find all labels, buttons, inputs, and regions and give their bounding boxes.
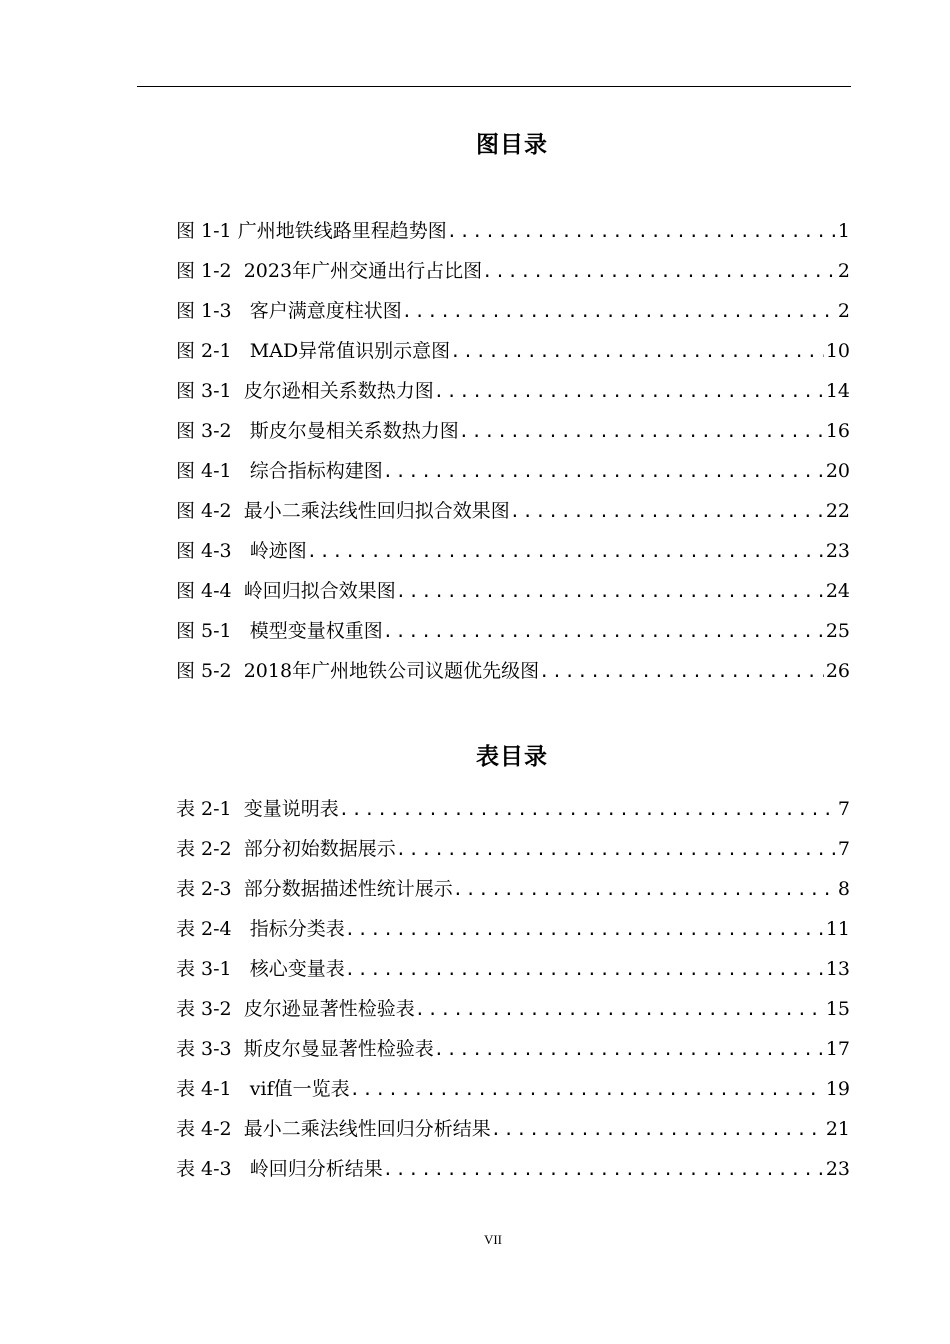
entry-title: 指标分类表: [249, 918, 345, 940]
entry-title: 岭迹图: [249, 540, 307, 562]
entry-label: 表 2-1: [176, 798, 244, 820]
entry-label: 图 3-2: [176, 420, 250, 442]
entry-title: MAD异常值识别示意图: [249, 340, 451, 362]
entry-label: 表 3-3: [176, 1038, 244, 1060]
dot-leader: [402, 292, 836, 331]
entry-label: 表 3-2: [176, 998, 244, 1020]
entry-label: 图 4-1: [176, 460, 250, 482]
entry-title: 皮尔逊显著性检验表: [243, 998, 415, 1020]
entry-page: 22: [825, 500, 850, 522]
entry-page: 24: [825, 580, 850, 602]
entry-label: 图 3-1: [176, 380, 244, 402]
figure-entry[interactable]: [176, 251, 850, 291]
dot-leader: [434, 372, 824, 411]
entry-label: 表 2-4: [176, 918, 250, 940]
entry-page: 26: [825, 660, 850, 682]
entry-label: 图 1-1: [176, 220, 238, 242]
tables-section-title: 表目录: [476, 744, 548, 770]
entry-page: 14: [825, 380, 850, 402]
entry-title: vif值一览表: [249, 1078, 350, 1100]
figure-entry[interactable]: [176, 531, 850, 571]
table-entry[interactable]: [176, 789, 850, 829]
footer-page-number: VII: [483, 1232, 503, 1247]
entry-page: 1: [837, 220, 850, 242]
table-entry[interactable]: [176, 909, 850, 949]
table-entry[interactable]: [176, 949, 850, 989]
entry-page: 8: [837, 878, 850, 900]
entry-page: 19: [825, 1078, 850, 1100]
dot-leader: [345, 910, 824, 949]
dot-leader: [434, 1030, 824, 1069]
figure-entry[interactable]: [176, 411, 850, 451]
entry-label: 图 4-3: [176, 540, 250, 562]
figure-entry[interactable]: [176, 291, 850, 331]
dot-leader: [491, 1110, 824, 1149]
figure-entry[interactable]: [176, 571, 850, 611]
entry-page: 7: [837, 798, 850, 820]
entry-label: 图 1-2: [176, 260, 244, 282]
entry-label: 表 4-2: [176, 1118, 244, 1140]
entry-page: 13: [825, 958, 850, 980]
entry-title: 岭回归拟合效果图: [243, 580, 396, 602]
entry-title: 客户满意度柱状图: [249, 300, 402, 322]
dot-leader: [383, 612, 824, 651]
entry-label: 图 5-2: [176, 660, 244, 682]
table-entry[interactable]: [176, 869, 850, 909]
figures-toc-list: [176, 211, 850, 691]
entry-title: 变量说明表: [243, 798, 339, 820]
entry-title: 斯皮尔曼显著性检验表: [243, 1038, 434, 1060]
figure-entry[interactable]: [176, 211, 850, 251]
table-entry[interactable]: [176, 989, 850, 1029]
dot-leader: [396, 830, 836, 869]
figure-entry[interactable]: [176, 451, 850, 491]
entry-page: 20: [825, 460, 850, 482]
entry-page: 2: [837, 300, 850, 322]
dot-leader: [350, 1070, 824, 1109]
figure-entry[interactable]: [176, 611, 850, 651]
tables-toc-list: [176, 789, 850, 1189]
entry-title: 2018年广州地铁公司议题优先级图: [243, 660, 540, 682]
entry-label: 图 4-4: [176, 580, 244, 602]
entry-page: 21: [825, 1118, 850, 1140]
entry-label: 图 1-3: [176, 300, 250, 322]
entry-title: 2023年广州交通出行占比图: [243, 260, 483, 282]
entry-title: 最小二乘法线性回归拟合效果图: [243, 500, 510, 522]
entry-page: 17: [825, 1038, 850, 1060]
dot-leader: [510, 492, 824, 531]
entry-label: 图 4-2: [176, 500, 244, 522]
entry-label: 表 3-1: [176, 958, 250, 980]
dot-leader: [447, 212, 836, 251]
table-entry[interactable]: [176, 1149, 850, 1189]
entry-page: 2: [837, 260, 850, 282]
dot-leader: [307, 532, 824, 571]
table-entry[interactable]: [176, 1109, 850, 1149]
entry-page: 23: [825, 540, 850, 562]
dot-leader: [383, 452, 824, 491]
entry-page: 10: [825, 340, 850, 362]
dot-leader: [482, 252, 836, 291]
dot-leader: [396, 572, 824, 611]
entry-label: 图 2-1: [176, 340, 250, 362]
entry-page: 15: [825, 998, 850, 1020]
entry-label: 表 4-1: [176, 1078, 250, 1100]
entry-title: 广州地铁线路里程趋势图: [237, 220, 447, 242]
dot-leader: [453, 870, 836, 909]
table-entry[interactable]: [176, 1069, 850, 1109]
entry-title: 部分数据描述性统计展示: [243, 878, 453, 900]
entry-title: 斯皮尔曼相关系数热力图: [249, 420, 459, 442]
entry-page: 11: [825, 918, 850, 940]
entry-page: 7: [837, 838, 850, 860]
entry-label: 表 4-3: [176, 1158, 250, 1180]
entry-label: 图 5-1: [176, 620, 250, 642]
dot-leader: [339, 790, 836, 829]
entry-title: 皮尔逊相关系数热力图: [243, 380, 434, 402]
figure-entry[interactable]: [176, 371, 850, 411]
entry-title: 岭回归分析结果: [249, 1158, 383, 1180]
entry-title: 最小二乘法线性回归分析结果: [243, 1118, 491, 1140]
dot-leader: [450, 332, 824, 371]
entry-page: 23: [825, 1158, 850, 1180]
figure-entry[interactable]: [176, 651, 850, 691]
dot-leader: [459, 412, 824, 451]
entry-label: 表 2-2: [176, 838, 244, 860]
entry-title: 模型变量权重图: [249, 620, 383, 642]
dot-leader: [415, 990, 824, 1029]
entry-page: 25: [825, 620, 850, 642]
dot-leader: [539, 652, 824, 691]
entry-page: 16: [825, 420, 850, 442]
dot-leader: [345, 950, 824, 989]
figures-section-title: 图目录: [476, 132, 548, 158]
figure-entry[interactable]: [176, 331, 850, 371]
header-rule: [137, 86, 851, 87]
entry-title: 综合指标构建图: [249, 460, 383, 482]
entry-label: 表 2-3: [176, 878, 244, 900]
entry-title: 核心变量表: [249, 958, 345, 980]
figure-entry[interactable]: [176, 491, 850, 531]
entry-title: 部分初始数据展示: [243, 838, 396, 860]
table-entry[interactable]: [176, 829, 850, 869]
table-entry[interactable]: [176, 1029, 850, 1069]
dot-leader: [383, 1150, 824, 1189]
